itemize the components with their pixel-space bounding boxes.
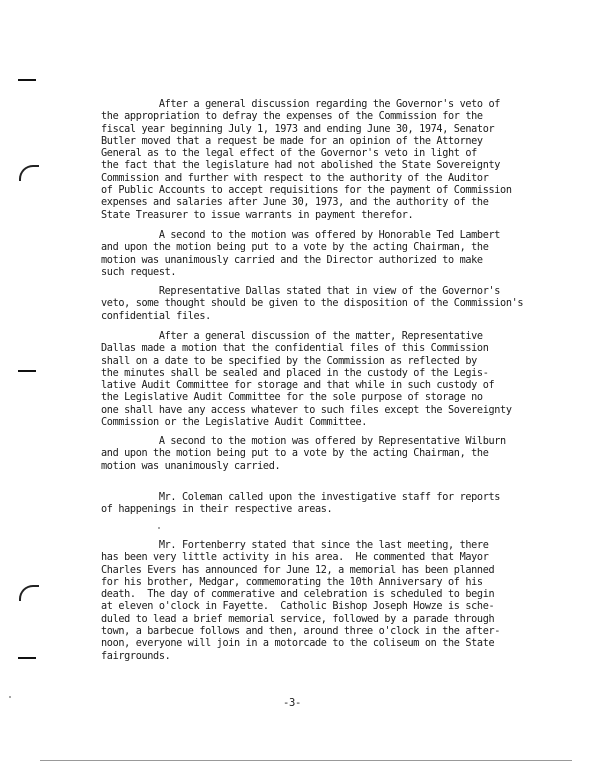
paragraph-coleman-reports: Mr. Coleman called upon the investigative staff for reports of happenings in their respective areas. <box>101 492 501 516</box>
scan-edge-line <box>40 760 572 761</box>
paragraph-dallas-motion: After a general discussion of the matter, Representative Dallas made a motion that the confidential files of this Commission shall on a date to be specified by the Commission as reflected by the minutes shall be sealed and placed in the custody of the Legis- lative Audit Committee for storage and that while in such custody of the Legislative Audit Committee for the sole purpose of storage no one shall have any access whatever to such files except the Sovereignty Commission or the Legislative Audit Committee. <box>101 331 512 429</box>
paragraph-wilburn-second: A second to the motion was offered by Representative Wilburn and upon the motion being put to a vote by the acting Chairman, the motion was unanimously carried. <box>101 436 506 472</box>
margin-dash-mark <box>18 657 36 659</box>
paragraph-fortenberry-report: Mr. Fortenberry stated that since the last meeting, there has been very little activity in his area. He commented that Mayor Charles Evers has announced for June 12, a memorial has been planned for his brother, Medgar, commemorating the 10th Anniversary of his death. The day of commerative and celebration is scheduled to begin at eleven o'clock in Fayette. Catholic Bishop Joseph Howze is sche- duled to lead a brief memorial service, followed by a parade through town, a barbecue follows and then, around three o'clock in the after- noon, everyone will join in a motorcade to the coliseum on the State fairgrounds. <box>101 540 501 662</box>
punch-hole-mark <box>19 165 39 181</box>
page-number: -3- <box>283 697 302 709</box>
margin-dash-mark <box>18 79 36 81</box>
scan-speck <box>9 696 11 698</box>
paragraph-governor-veto-discussion: After a general discussion regarding the Governor's veto of the appropriation to defray the expenses of the Commission for the fiscal year beginning July 1, 1973 and ending June 30, 1974, Senator Butler moved that a request be made for an opinion of the Attorney General as to the legal effect of the Governor's veto in light of the fact that the legislature had not abolished the State Sovereignty Commission and further with respect to the authority of the Auditor of Public Accounts to accept requisitions for the payment of Commission expenses and salaries after June 30, 1973, and the authority of the State Treasurer to issue warrants in payment therefor. <box>101 99 512 221</box>
punch-hole-mark <box>19 585 39 601</box>
margin-dash-mark <box>18 370 36 372</box>
scan-speck <box>158 527 160 529</box>
paragraph-dallas-files: Representative Dallas stated that in view of the Governor's veto, some thought should be given to the disposition of the Commission's confidential files. <box>101 286 524 322</box>
paragraph-lambert-second: A second to the motion was offered by Honorable Ted Lambert and upon the motion being put to a vote by the acting Chairman, the motion was unanimously carried and the Director authorized to make such request. <box>101 230 501 278</box>
